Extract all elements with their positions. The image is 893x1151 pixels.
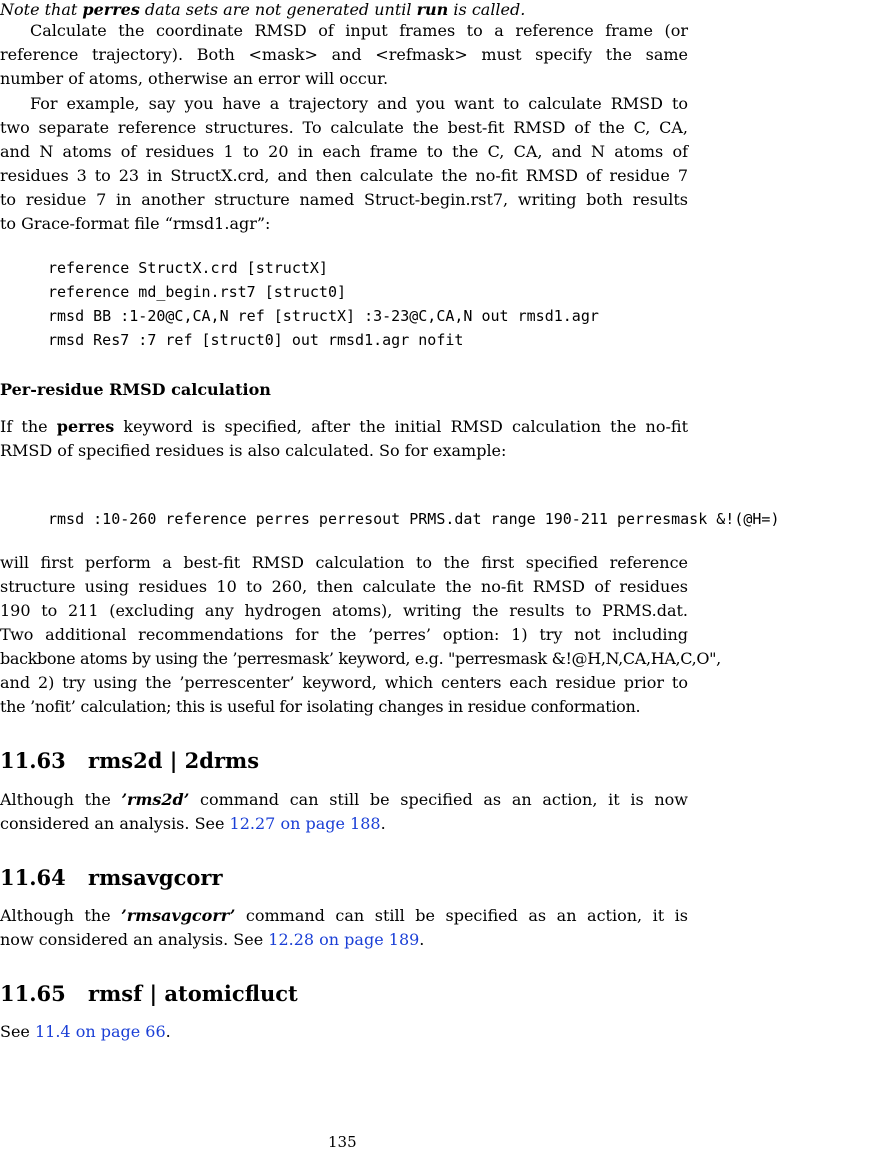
paragraph-line: Two additional recommendations for the ’perres’ option: 1) try not including bbox=[0, 625, 688, 644]
code-line: rmsd Res7 :7 ref [struct0] out rmsd1.agr nofit bbox=[48, 331, 464, 349]
section-number: 11.65 bbox=[0, 981, 66, 1006]
paragraph-line: the ’nofit’ calculation; this is useful for isolating changes in residue conformation. bbox=[0, 697, 641, 716]
link-section-12-27[interactable]: 12.27 on page 188 bbox=[229, 814, 381, 833]
text: . bbox=[419, 930, 425, 949]
section-number: 11.63 bbox=[0, 748, 66, 773]
section-heading-rms2d bbox=[0, 748, 259, 773]
note-text: Note that bbox=[0, 0, 83, 19]
paragraph-line: RMSD of specified residues is also calculated. So for example: bbox=[0, 441, 507, 460]
page-number: 135 bbox=[328, 1133, 357, 1151]
code-line: reference StructX.crd [structX] bbox=[48, 259, 328, 277]
subheading-per-residue: Per-residue RMSD calculation bbox=[0, 380, 271, 399]
text: . bbox=[380, 814, 386, 833]
paragraph-line: and N atoms of residues 1 to 20 in each frame to the C, CA, and N atoms of bbox=[0, 142, 688, 161]
text: command can still be specified as an action, it is now bbox=[189, 790, 689, 809]
link-section-11-4[interactable]: 11.4 on page 66 bbox=[34, 1022, 166, 1041]
text: now considered an analysis. See bbox=[0, 930, 269, 949]
text: Although the bbox=[0, 906, 122, 925]
note-keyword-perres: perres bbox=[82, 0, 140, 19]
text: . bbox=[165, 1022, 171, 1041]
paragraph-line bbox=[0, 790, 688, 810]
paragraph-line: 190 to 211 (excluding any hydrogen atoms), writing the results to PRMS.dat. bbox=[0, 601, 688, 620]
text: If the bbox=[0, 417, 57, 436]
paragraph-line bbox=[0, 814, 386, 834]
text: See bbox=[0, 1022, 35, 1041]
paragraph-line bbox=[0, 417, 688, 437]
text: keyword is specified, after the initial RMSD calculation the no-fit bbox=[114, 417, 688, 436]
paragraph-line: and 2) try using the ’perrescenter’ keyword, which centers each residue prior to bbox=[0, 673, 688, 692]
paragraph-line: will first perform a best-fit RMSD calculation to the first specified reference bbox=[0, 553, 688, 572]
note-text: data sets are not generated until bbox=[139, 0, 417, 19]
text: considered an analysis. See bbox=[0, 814, 230, 833]
section-title: rms2d | 2drms bbox=[88, 748, 260, 773]
paragraph-line: reference trajectory). Both <mask> and <refmask> must specify the same bbox=[0, 45, 688, 64]
paragraph-line: backbone atoms by using the ’perresmask’ keyword, e.g. "perresmask &!@H,N,CA,HA,C,O", bbox=[0, 649, 721, 668]
section-title: rmsavgcorr bbox=[88, 865, 223, 890]
paragraph-line: residues 3 to 23 in StructX.crd, and then calculate the no-fit RMSD of residue 7 bbox=[0, 166, 688, 185]
code-line: rmsd BB :1-20@C,CA,N ref [structX] :3-23@C,CA,N out rmsd1.agr bbox=[48, 307, 599, 325]
paragraph-line: Calculate the coordinate RMSD of input frames to a reference frame (or bbox=[30, 21, 688, 40]
paragraph-line: to Grace-format file “rmsd1.agr”: bbox=[0, 214, 271, 233]
paragraph-line: two separate reference structures. To calculate the best-fit RMSD of the C, CA, bbox=[0, 118, 688, 137]
paragraph-line: to residue 7 in another structure named Struct-begin.rst7, writing both results bbox=[0, 190, 688, 209]
text: Although the bbox=[0, 790, 122, 809]
keyword-rmsavgcorr: ’rmsavgcorr’ bbox=[121, 906, 236, 925]
keyword-perres: perres bbox=[56, 417, 115, 436]
note-text: is called. bbox=[448, 0, 526, 19]
keyword-rms2d: ’rms2d’ bbox=[121, 790, 190, 809]
code-line: reference md_begin.rst7 [struct0] bbox=[48, 283, 347, 301]
link-section-12-28[interactable]: 12.28 on page 189 bbox=[268, 930, 420, 949]
perres-note bbox=[0, 0, 525, 20]
section-heading-rmsavgcorr bbox=[0, 865, 223, 890]
note-keyword-run: run bbox=[416, 0, 449, 19]
paragraph-line bbox=[0, 930, 424, 950]
paragraph-line: structure using residues 10 to 260, then calculate the no-fit RMSD of residues bbox=[0, 577, 688, 596]
section-number: 11.64 bbox=[0, 865, 66, 890]
text: command can still be specified as an action, it is bbox=[235, 906, 689, 925]
paragraph-line bbox=[0, 1022, 171, 1042]
paragraph-line: For example, say you have a trajectory and you want to calculate RMSD to bbox=[30, 94, 688, 113]
section-title: rmsf | atomicfluct bbox=[88, 981, 298, 1006]
paragraph-line: number of atoms, otherwise an error will occur. bbox=[0, 69, 389, 88]
section-heading-rmsf bbox=[0, 981, 298, 1006]
paragraph-line bbox=[0, 906, 688, 926]
code-line-perres-example: rmsd :10-260 reference perres perresout PRMS.dat range 190-211 perresmask &!(@H=) bbox=[48, 510, 780, 528]
